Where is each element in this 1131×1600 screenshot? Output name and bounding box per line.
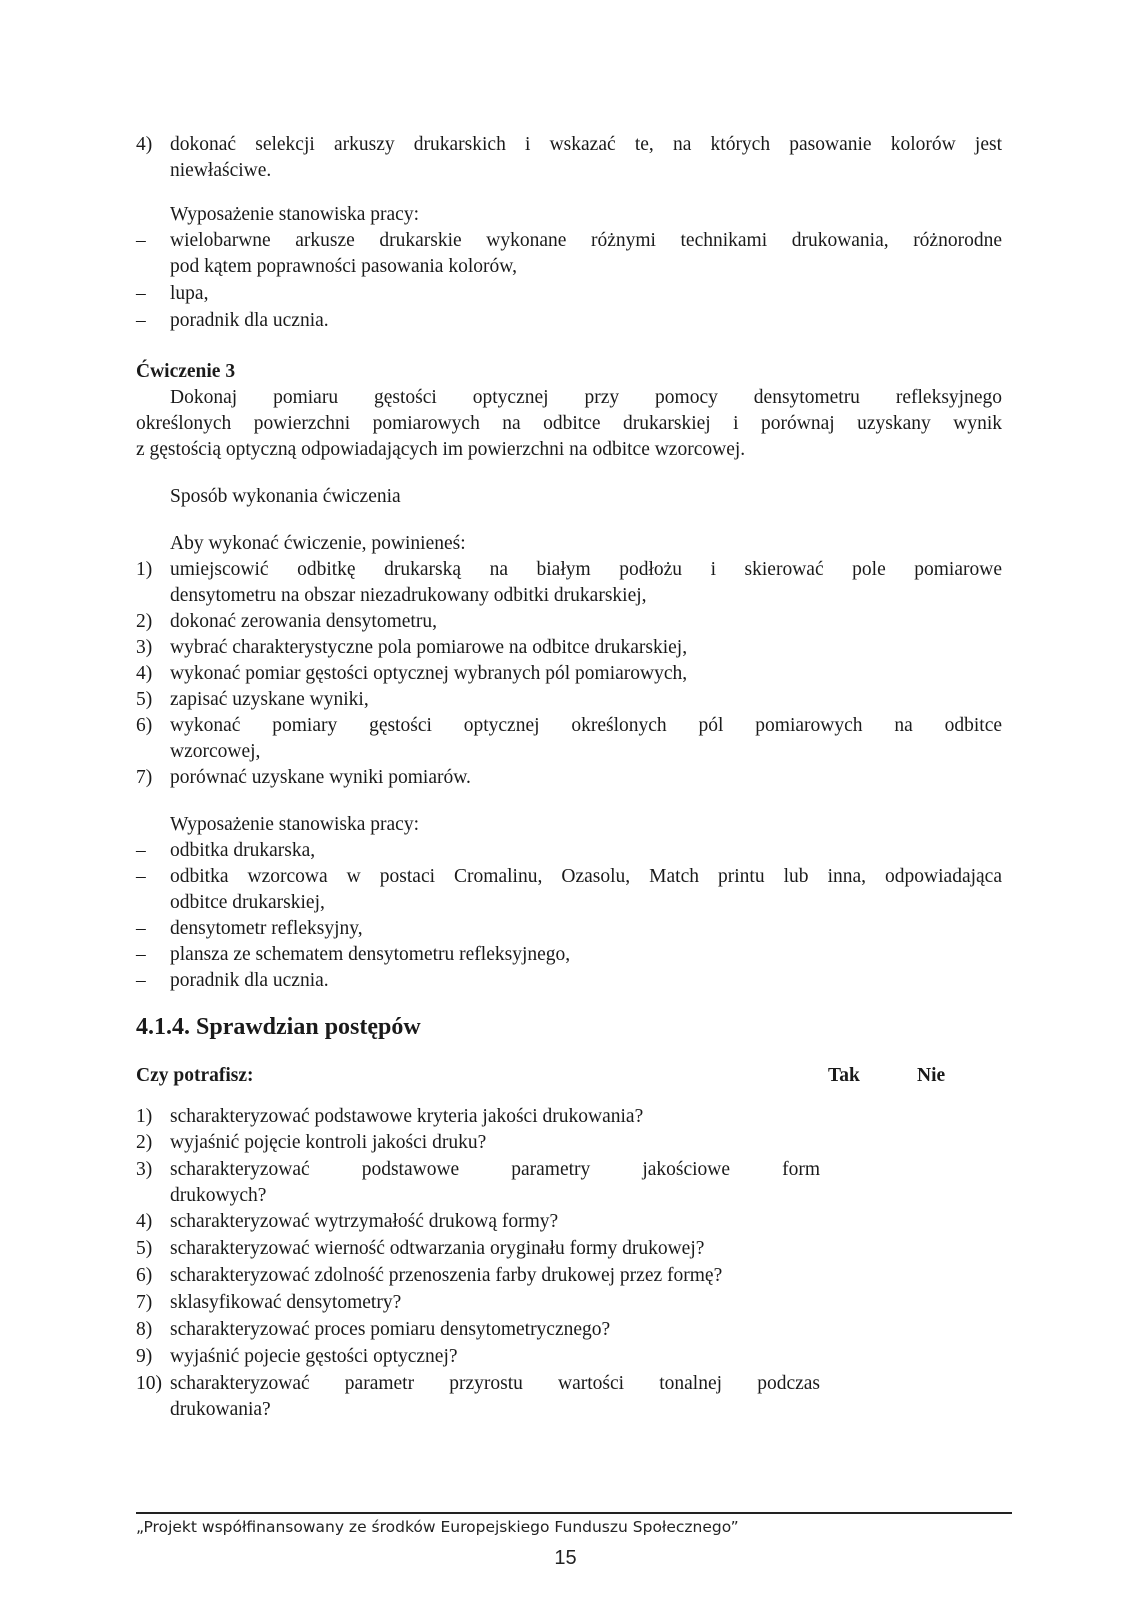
dash-bullet: – [136,866,146,887]
dash-bullet: – [136,840,146,861]
question-header: Czy potrafisz: [136,1065,254,1086]
section-title: 4.1.4. Sprawdzian postępów [136,1014,421,1040]
footer-text: „Projekt współfinansowany ze środków Europejskiego Funduszu Społecznego” [136,1518,739,1536]
exercise-title: Ćwiczenie 3 [136,361,236,382]
dash-bullet: – [136,918,146,939]
page-number: 15 [554,1547,577,1569]
column-yes-label: Tak [828,1065,860,1086]
dash-bullet: – [136,970,146,991]
dash-bullet: – [136,944,146,965]
dash-bullet: – [136,310,146,331]
dash-bullet: – [136,230,146,251]
footer-divider [136,1512,1012,1514]
column-no-label: Nie [917,1065,946,1086]
dash-bullet: – [136,283,146,304]
